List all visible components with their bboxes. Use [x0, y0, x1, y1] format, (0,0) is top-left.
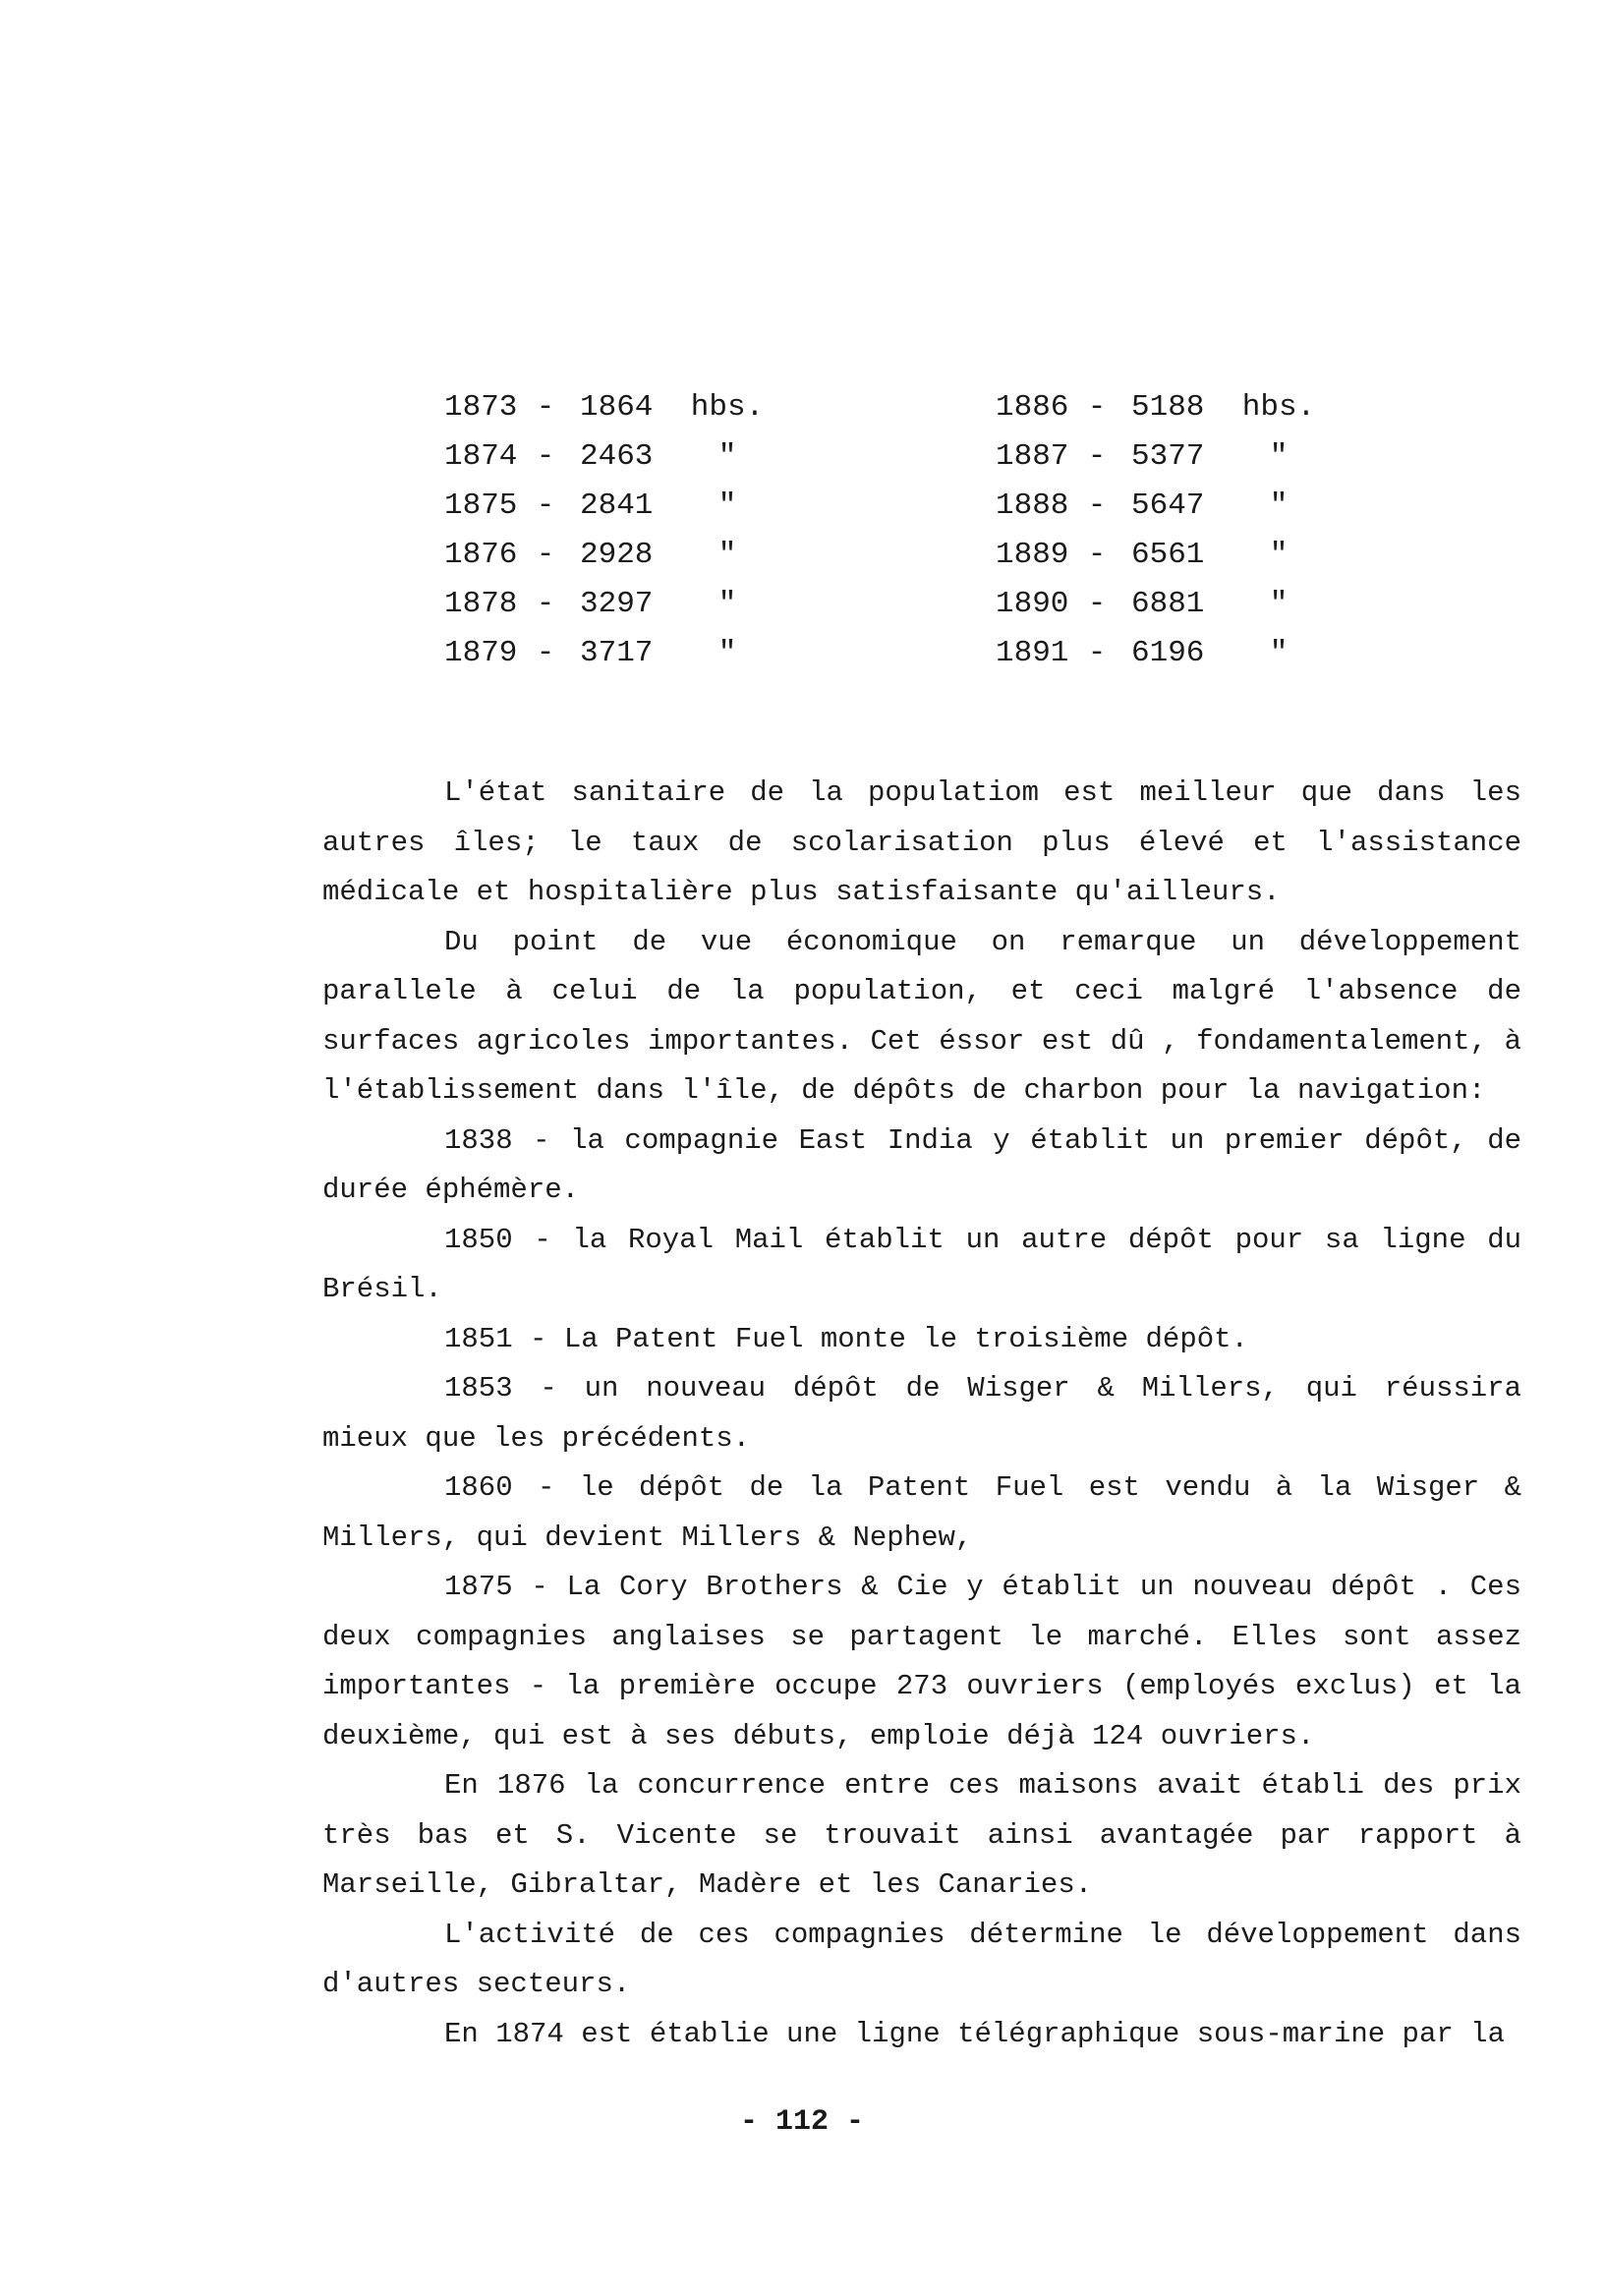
- table-row: [444, 383, 767, 432]
- table-row: [444, 432, 767, 482]
- body-text: [322, 769, 1521, 2059]
- year-cell: 1890: [996, 587, 1069, 621]
- dash-cell: -: [1087, 390, 1107, 425]
- unit-cell: ": [1269, 538, 1289, 572]
- dash-cell: -: [536, 488, 555, 523]
- unit-cell: ": [1269, 636, 1289, 670]
- paragraph-1853: 1853 - un nouveau dépôt de Wisger & Millers, qui réussira mieux que les précédents.: [322, 1372, 1521, 1455]
- year-cell: 1891: [996, 636, 1069, 670]
- year-cell: 1879: [444, 636, 518, 670]
- year-cell: 1874: [444, 439, 518, 474]
- year-cell: 1876: [444, 538, 518, 572]
- table-row: [444, 482, 767, 531]
- unit-cell: ": [717, 488, 737, 523]
- unit-cell: ": [1269, 587, 1289, 621]
- paragraph-1838: 1838 - la compagnie East India y établit un premier dépôt, de durée éphémère.: [322, 1123, 1521, 1206]
- table-row: [444, 580, 767, 629]
- table-row: [996, 629, 1318, 678]
- unit-cell: hbs.: [690, 390, 765, 425]
- unit-cell: ": [1269, 439, 1289, 474]
- dash-cell: -: [536, 439, 555, 474]
- year-cell: 1888: [996, 488, 1069, 523]
- value-cell: 6561: [1131, 538, 1205, 572]
- table-row: [996, 482, 1318, 531]
- page-number: - 112 -: [739, 2105, 865, 2139]
- table-row: [996, 432, 1318, 482]
- year-cell: 1878: [444, 587, 518, 621]
- table-row: [996, 580, 1318, 629]
- population-table-left: [444, 383, 767, 678]
- unit-cell: ": [717, 538, 737, 572]
- unit-cell: ": [717, 587, 737, 621]
- paragraph-sanitary-state: L'état sanitaire de la populatiom est meilleur que dans les autres îles; le taux de scolarisation plus élevé et l'assistance médicale et hospitalière plus satisfaisante qu'ailleurs.: [322, 776, 1521, 908]
- table-row: [444, 531, 767, 580]
- value-cell: 6881: [1131, 587, 1205, 621]
- year-cell: 1886: [996, 390, 1069, 425]
- value-cell: 5377: [1131, 439, 1205, 474]
- year-cell: 1875: [444, 488, 518, 523]
- dash-cell: -: [1087, 587, 1107, 621]
- year-cell: 1889: [996, 538, 1069, 572]
- unit-cell: ": [1269, 488, 1289, 523]
- value-cell: 6196: [1131, 636, 1205, 670]
- paragraph-1850: 1850 - la Royal Mail établit un autre dépôt pour sa ligne du Brésil.: [322, 1223, 1521, 1305]
- dash-cell: -: [536, 390, 555, 425]
- paragraph-1875: 1875 - La Cory Brothers & Cie y établit un nouveau dépôt . Ces deux compagnies anglaises se partagent le marché. Elles sont assez importantes - la première occupe 273 ouvriers (employés exclus) et la deuxième, qui est à ses débuts, emploie déjà 124 ouvriers.: [322, 1571, 1521, 1752]
- table-row: [996, 531, 1318, 580]
- value-cell: 3717: [580, 636, 654, 670]
- year-cell: 1887: [996, 439, 1069, 474]
- dash-cell: -: [536, 636, 555, 670]
- dash-cell: -: [1087, 538, 1107, 572]
- dash-cell: -: [536, 587, 555, 621]
- table-row: [996, 383, 1318, 432]
- paragraph-1876-competition: En 1876 la concurrence entre ces maisons avait établi des prix très bas et S. Vicente se trouvait ainsi avantagée par rapport à Marseille, Gibraltar, Madère et les Canaries.: [322, 1769, 1521, 1901]
- year-cell: 1873: [444, 390, 518, 425]
- paragraph-activity: L'activité de ces compagnies détermine le développement dans d'autres secteurs.: [322, 1918, 1521, 2000]
- paragraph-1860: 1860 - le dépôt de la Patent Fuel est vendu à la Wisger & Millers, qui devient Millers & Nephew,: [322, 1471, 1521, 1554]
- paragraph-economic-view: Du point de vue économique on remarque un développement parallele à celui de la population, et ceci malgré l'absence de surfaces agricoles importantes. Cet éssor est dû , fondamentalement, à l'établissement dans l'île, de dépôts de charbon pour la navigation:: [322, 925, 1521, 1107]
- dash-cell: -: [1087, 488, 1107, 523]
- value-cell: 2463: [580, 439, 654, 474]
- table-row: [444, 629, 767, 678]
- value-cell: 1864: [580, 390, 654, 425]
- dash-cell: -: [1087, 439, 1107, 474]
- unit-cell: ": [717, 439, 737, 474]
- value-cell: 2841: [580, 488, 654, 523]
- population-table-right: [996, 383, 1318, 678]
- value-cell: 5188: [1131, 390, 1205, 425]
- paragraph-1851: 1851 - La Patent Fuel monte le troisième dépôt.: [444, 1322, 1248, 1355]
- value-cell: 5647: [1131, 488, 1205, 523]
- value-cell: 3297: [580, 587, 654, 621]
- unit-cell: hbs.: [1241, 390, 1316, 425]
- paragraph-1874-telegraph: En 1874 est établie une ligne télégraphique sous-marine par la: [444, 2017, 1505, 2050]
- value-cell: 2928: [580, 538, 654, 572]
- unit-cell: ": [717, 636, 737, 670]
- dash-cell: -: [1087, 636, 1107, 670]
- dash-cell: -: [536, 538, 555, 572]
